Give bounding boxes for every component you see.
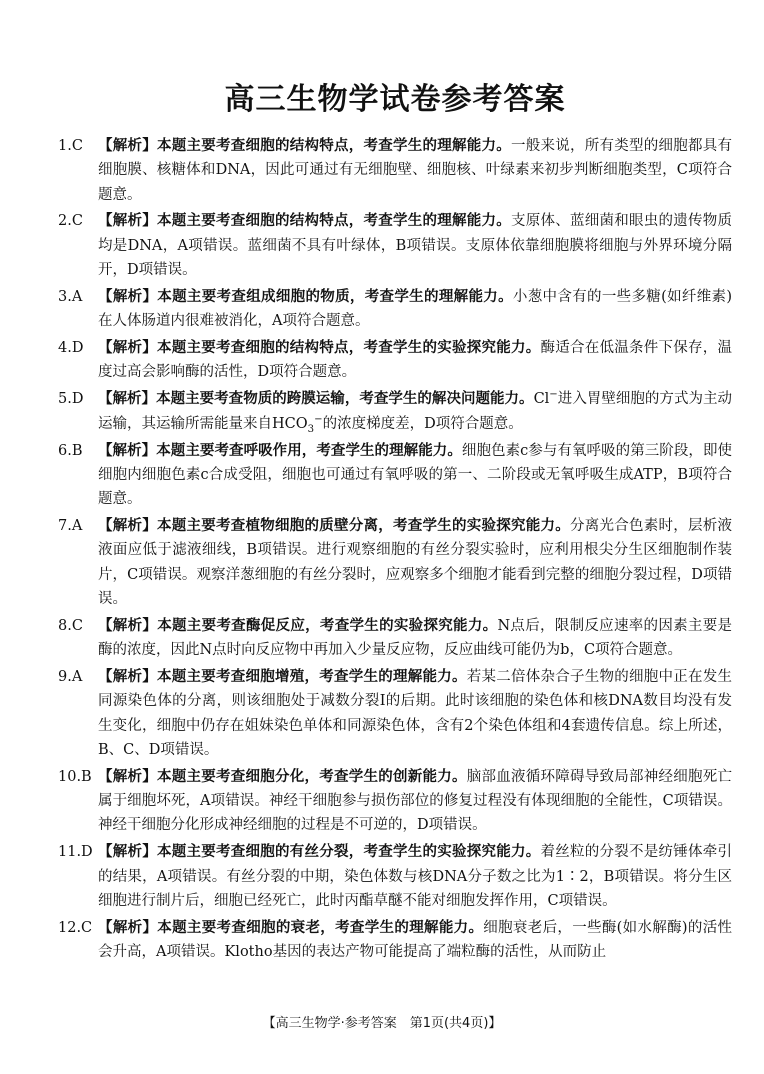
bicarbonate-subscript: 3 — [307, 423, 315, 435]
analysis-focus: 本题主要考查细胞的结构特点，考查学生的理解能力。 — [157, 212, 511, 230]
page-title: 高三生物学试卷参考答案 — [224, 82, 566, 117]
answer-item-3 — [58, 285, 732, 334]
answer-number: 2.C — [58, 213, 83, 230]
answer-item-10 — [58, 765, 732, 838]
answer-number: 6.B — [58, 442, 83, 459]
answer-number: 7.A — [58, 518, 83, 535]
analysis-focus: 本题主要考查细胞的有丝分裂，考查学生的实验探究能力。 — [157, 843, 541, 861]
analysis-focus: 本题主要考查细胞的结构特点，考查学生的实验探究能力。 — [157, 339, 541, 357]
answer-number: 4.D — [58, 340, 84, 357]
answer-number: 12.C — [58, 919, 93, 936]
analysis-tag: 【解析】 — [98, 843, 157, 861]
analysis-body: 细胞色素c参与有氧呼吸的第三阶段，即使细胞内细胞色素c合成受阻，细胞也可通过有氧呼吸的第一、二阶段或无氧呼吸生成ATP，B项符合题意。 — [98, 442, 733, 508]
analysis-tag: 【解析】 — [98, 137, 157, 154]
answer-item-12 — [58, 916, 732, 965]
answer-number: 11.D — [58, 844, 93, 861]
analysis-tag: 【解析】 — [98, 517, 157, 535]
analysis-tag: 【解析】 — [98, 339, 157, 357]
answer-number: 9.A — [58, 668, 83, 685]
analysis-tag: 【解析】 — [98, 918, 158, 936]
answer-item-7 — [58, 514, 732, 611]
analysis-body: 一般来说，所有类型的细胞都具有细胞膜、核糖体和DNA，因此可通过有无细胞壁、细胞核、叶绿素来初步判断细胞类型，C项符合题意。 — [98, 138, 732, 203]
analysis-focus: 本题主要考查呼吸作用，考查学生的理解能力。 — [156, 441, 462, 459]
analysis-focus: 本题主要考查物质的跨膜运输，考查学生的解决问题能力。 — [156, 390, 534, 408]
analysis-body: N点后，限制反应速率的因素主要是酶的浓度，因此N点时向反应物中再加入少量反应物，反应曲线可能仍为b，C项符合题意。 — [98, 617, 733, 659]
analysis-body: 小葱中含有的一些多糖(如纤维素)在人体肠道内很难被消化，A项符合题意。 — [98, 288, 733, 330]
analysis-tag: 【解析】 — [98, 390, 157, 408]
analysis-body: 酶适合在低温条件下保存，温度过高会影响酶的活性，D项符合题意。 — [98, 340, 732, 381]
analysis-focus: 本题主要考查组成细胞的物质，考查学生的理解能力。 — [157, 287, 513, 305]
analysis-tag: 【解析】 — [98, 616, 158, 634]
analysis-tag: 【解析】 — [98, 441, 157, 459]
analysis-focus: 本题主要考查细胞增殖，考查学生的理解能力。 — [157, 667, 467, 685]
answer-number: 1.C — [58, 138, 83, 154]
answer-item-6 — [58, 439, 732, 512]
analysis-tag: 【解析】 — [98, 287, 158, 305]
analysis-focus: 本题主要考查酶促反应，考查学生的实验探究能力。 — [157, 616, 498, 634]
answer-item-1 — [58, 134, 732, 207]
analysis-body: 若某二倍体杂合子生物的细胞中正在发生同源染色体的分离，则该细胞处于减数分裂Ⅰ的后期。此时该细胞的染色体和核DNA数目均没有发生变化，细胞中仍存在姐妹染色单体和同源染色体，含有2个染色体组和4套遗传信息。综上所述，B、C、D项错误。 — [98, 668, 732, 758]
analysis-body: 进入胃壁细胞的方式为主动运输，其运输所需能量来自HCO — [98, 391, 733, 432]
chloride-charge: − — [549, 389, 558, 401]
analysis-body: 脑部血液循环障碍导致局部神经细胞死亡属于细胞坏死，A项错误。神经干细胞参与损伤部位的修复过程没有体现细胞的全能性，C项错误。神经干细胞分化形成神经细胞的过程是不可逆的，D项错误。 — [98, 768, 732, 834]
analysis-focus: 本题主要考查植物细胞的质壁分离，考查学生的实验探究能力。 — [157, 517, 570, 535]
analysis-tag: 【解析】 — [98, 667, 157, 685]
analysis-focus: 本题主要考查细胞的结构特点，考查学生的理解能力。 — [157, 137, 511, 154]
analysis-focus: 本题主要考查细胞的衰老，考查学生的理解能力。 — [157, 918, 484, 936]
answer-number: 8.C — [58, 617, 83, 634]
answer-item-5 — [58, 387, 732, 436]
answer-item-9 — [58, 665, 732, 762]
analysis-body: 着丝粒的分裂不是纺锤体牵引的结果，A项错误。有丝分裂的中期，染色体数与核DNA分子数之比为1∶2，B项错误。将分生区细胞进行制片后，细胞已经死亡，此时丙酯草醚不能对细胞发挥作用，C项错误。 — [98, 844, 732, 909]
answer-number: 3.A — [58, 288, 83, 305]
bicarbonate-charge: − — [314, 413, 323, 425]
analysis-body: 支原体、蓝细菌和眼虫的遗传物质均是DNA，A项错误。蓝细菌不具有叶绿体，B项错误。支原体依靠细胞膜将细胞与外界环境分隔开，D项错误。 — [98, 213, 732, 279]
answer-item-4 — [58, 336, 732, 385]
answer-number: 5.D — [58, 391, 84, 408]
answer-item-2 — [58, 209, 732, 282]
analysis-tag: 【解析】 — [98, 212, 157, 230]
answer-item-11 — [58, 840, 732, 913]
analysis-body: Cl — [533, 391, 550, 408]
analysis-tag: 【解析】 — [98, 767, 157, 785]
analysis-body: 的浓度梯度差，D项符合题意。 — [322, 415, 523, 432]
analysis-focus: 本题主要考查细胞分化，考查学生的创新能力。 — [157, 767, 467, 785]
answer-number: 10.B — [58, 768, 92, 785]
answer-list — [58, 134, 732, 964]
analysis-body: 细胞衰老后，一些酶(如水解酶)的活性会升高，A项错误。Klotho基因的表达产物可能提高了端粒酶的活性，从而防止 — [98, 919, 733, 961]
analysis-body: 分离光合色素时，层析液液面应低于滤液细线，B项错误。进行观察细胞的有丝分裂实验时，应利用根尖分生区细胞制作装片，C项错误。观察洋葱细胞的有丝分裂时，应观察多个细胞才能看到完整的细胞分裂过程，D项错误。 — [98, 518, 732, 607]
answer-item-8 — [58, 614, 732, 663]
page-footer: 【高三生物学·参考答案 第1页(共4页)】 — [262, 1016, 502, 1031]
